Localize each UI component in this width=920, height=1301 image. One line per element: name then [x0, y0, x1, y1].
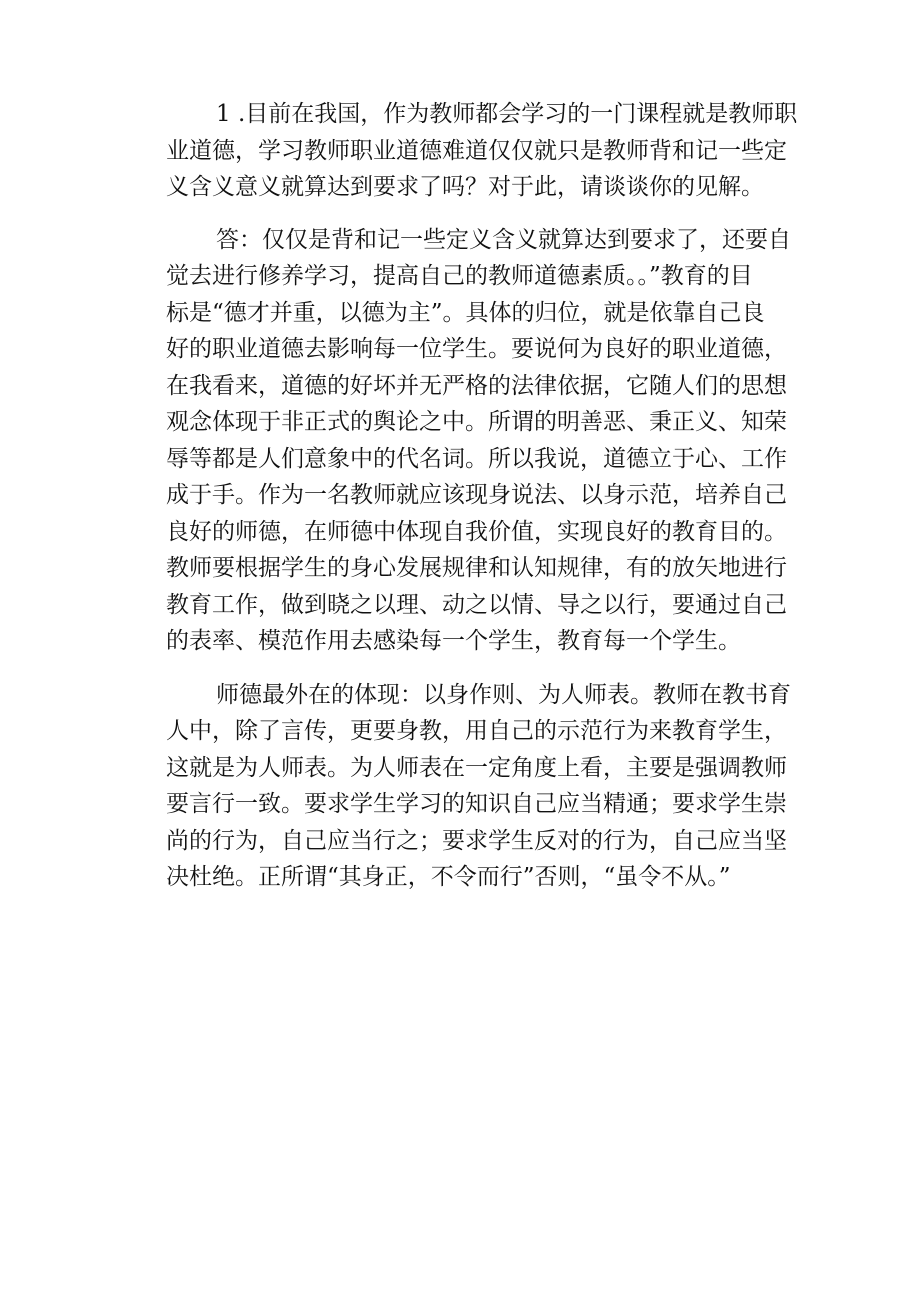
paragraph-line: 观念体现于非正式的舆论之中。所谓的明善恶、秉正义、知荣	[166, 409, 787, 435]
paragraph-line: 答：仅仅是背和记一些定义含义就算达到要求了，还要自	[216, 226, 791, 253]
paragraph-line: 决杜绝。正所谓“其身正，不令而行”否则，“虽令不从。”	[166, 864, 731, 890]
document-body	[166, 96, 806, 896]
paragraph-line: 师德最外在的体现：以身作则、为人师表。教师在教书育	[216, 681, 791, 708]
paragraph-line: 教育工作，做到晓之以理、动之以情、导之以行，要通过自己	[166, 591, 787, 618]
paragraph-line: 要言行一致。要求学生学习的知识自己应当精通；要求学生崇	[166, 791, 787, 817]
paragraph-line: 的表率、模范作用去感染每一个学生，教育每一个学生。	[166, 628, 741, 654]
paragraph-line: 良好的师德，在师德中体现自我价值，实现良好的教育目的。	[166, 518, 787, 545]
paragraph-line: 这就是为人师表。为人师表在一定角度上看，主要是强调教师	[166, 754, 787, 781]
paragraph-line: 在我看来，道德的好坏并无严格的法律依据，它随人们的思想	[166, 372, 787, 399]
paragraph-line: 尚的行为，自己应当行之；要求学生反对的行为，自己应当坚	[166, 827, 787, 854]
paragraph-line: 成于手。作为一名教师就应该现身说法、以身示范，培养自己	[166, 482, 787, 508]
paragraph-line: 觉去进行修养学习，提高自己的教师道德素质。。”教育的目	[166, 263, 753, 289]
ethics-paragraph	[166, 677, 806, 896]
answer-paragraph	[166, 222, 806, 660]
paragraph-line: 辱等都是人们意象中的代名词。所以我说，道德立于心、工作	[166, 445, 787, 472]
paragraph-line: 业道德，学习教师职业道德难道仅仅就只是教师背和记一些定	[166, 137, 787, 164]
paragraph-line: 义含义意义就算达到要求了吗？对于此，请谈谈你的见解。	[166, 174, 764, 200]
paragraph-line: 1 .目前在我国，作为教师都会学习的一门课程就是教师职	[216, 101, 798, 127]
question-paragraph	[166, 96, 806, 206]
paragraph-line: 标是“德才并重，以德为主”。具体的归位，就是依靠自己良	[166, 299, 765, 326]
paragraph-line: 人中，除了言传，更要身教，用自己的示范行为来教育学生，	[166, 718, 787, 744]
paragraph-line: 教师要根据学生的身心发展规律和认知规律，有的放矢地进行	[166, 555, 787, 581]
paragraph-line: 好的职业道德去影响每一位学生。要说何为良好的职业道德，	[166, 336, 787, 362]
